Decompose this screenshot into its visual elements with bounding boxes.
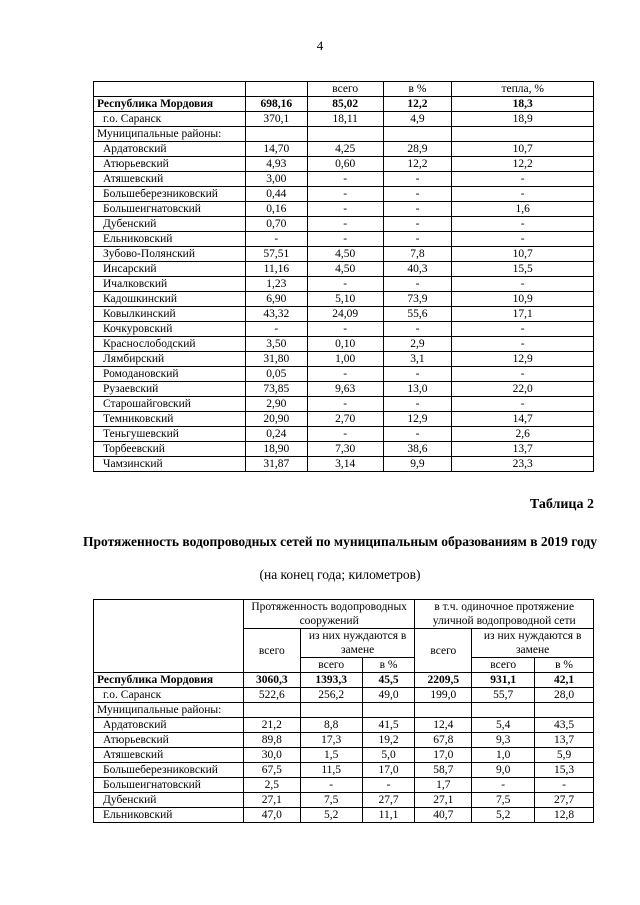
table-cell: 698,16 xyxy=(245,97,307,112)
table-cell: 0,24 xyxy=(245,427,307,442)
table-cell: 2,90 xyxy=(245,397,307,412)
table-row xyxy=(94,733,594,748)
row-label: г.о. Саранск xyxy=(94,112,246,127)
table-cell: 42,1 xyxy=(535,673,594,688)
row-label: Лямбирский xyxy=(94,352,246,367)
table-cell: 28,0 xyxy=(535,688,594,703)
table-cell: 17,3 xyxy=(300,733,362,748)
table-cell: 1,0 xyxy=(472,748,535,763)
table-row xyxy=(94,412,594,427)
table-cell: 30,0 xyxy=(243,748,300,763)
table-2-label: Таблица 2 xyxy=(529,497,594,512)
table-cell: - xyxy=(383,187,452,202)
table-cell: 7,5 xyxy=(472,793,535,808)
table-cell: 13,7 xyxy=(452,442,594,457)
row-label: Республика Мордовия xyxy=(94,673,244,688)
table-row xyxy=(94,718,594,733)
row-label: Ельниковский xyxy=(94,808,244,823)
table-cell xyxy=(535,703,594,718)
table-cell xyxy=(452,127,594,142)
row-label: Старошайговский xyxy=(94,397,246,412)
table-cell: - xyxy=(452,187,594,202)
table-cell: 20,90 xyxy=(245,412,307,427)
table-cell: 14,70 xyxy=(245,142,307,157)
table-row xyxy=(94,202,594,217)
table-cell: - xyxy=(307,277,383,292)
table-2-pct-header: в % xyxy=(535,658,594,673)
row-label: Атяшевский xyxy=(94,172,246,187)
table-2-corner-cell xyxy=(94,600,244,673)
table-cell: - xyxy=(300,778,362,793)
row-label: Большеигнатовский xyxy=(94,778,244,793)
row-label: Атюрьевский xyxy=(94,157,246,172)
table-cell: 27,7 xyxy=(362,793,415,808)
table-cell xyxy=(383,127,452,142)
table-cell: 40,7 xyxy=(415,808,472,823)
table-2-total-header: всего xyxy=(415,629,472,673)
table-cell: 6,90 xyxy=(245,292,307,307)
table-cell: 43,5 xyxy=(535,718,594,733)
table-cell: - xyxy=(307,397,383,412)
table-cell: - xyxy=(362,778,415,793)
row-label: Муниципальные районы: xyxy=(94,127,246,142)
row-label: Большеберезниковский xyxy=(94,763,244,778)
row-label: Ромодановский xyxy=(94,367,246,382)
table-cell: 22,0 xyxy=(452,382,594,397)
table-cell: 55,6 xyxy=(383,307,452,322)
table-cell: 11,16 xyxy=(245,262,307,277)
table-cell: 31,80 xyxy=(245,352,307,367)
table-cell: 199,0 xyxy=(415,688,472,703)
table-cell: 9,0 xyxy=(472,763,535,778)
table-cell: 9,9 xyxy=(383,457,452,472)
table-row xyxy=(94,262,594,277)
row-label: Дубенский xyxy=(94,793,244,808)
table-cell: 4,50 xyxy=(307,262,383,277)
table-cell xyxy=(362,703,415,718)
table-row xyxy=(94,763,594,778)
table-cell: 12,8 xyxy=(535,808,594,823)
table-cell: 13,7 xyxy=(535,733,594,748)
table-cell: 931,1 xyxy=(472,673,535,688)
table-1-body xyxy=(94,82,594,472)
table-cell: 89,8 xyxy=(243,733,300,748)
table-cell: 21,2 xyxy=(243,718,300,733)
table-row xyxy=(94,442,594,457)
table-row xyxy=(94,337,594,352)
table-cell: 45,5 xyxy=(362,673,415,688)
table-cell: 3060,3 xyxy=(243,673,300,688)
row-label: Инсарский xyxy=(94,262,246,277)
table-cell: 1,6 xyxy=(452,202,594,217)
row-label: Зубово-Полянский xyxy=(94,247,246,262)
table-cell: 15,3 xyxy=(535,763,594,778)
table-row xyxy=(94,127,594,142)
table-2-need-header: из них нуждаются в замене xyxy=(300,629,415,658)
table-cell: 11,5 xyxy=(300,763,362,778)
table-cell: 0,05 xyxy=(245,367,307,382)
table-cell: 12,2 xyxy=(383,157,452,172)
table-row xyxy=(94,322,594,337)
table-cell: 2,5 xyxy=(243,778,300,793)
table-cell: - xyxy=(245,322,307,337)
table-row xyxy=(94,427,594,442)
table-cell: 10,9 xyxy=(452,292,594,307)
table-cell: 12,2 xyxy=(452,157,594,172)
table-row xyxy=(94,673,594,688)
table-cell: 0,44 xyxy=(245,187,307,202)
table-cell: - xyxy=(535,778,594,793)
table-2-total-header: всего xyxy=(243,629,300,673)
table-cell: - xyxy=(307,187,383,202)
row-label: Кадошкинский xyxy=(94,292,246,307)
table-cell: 73,85 xyxy=(245,382,307,397)
table-cell: - xyxy=(452,367,594,382)
table-cell: 4,93 xyxy=(245,157,307,172)
table-cell: - xyxy=(383,202,452,217)
table-1-header-cell xyxy=(94,82,246,97)
table-row xyxy=(94,778,594,793)
table-cell: - xyxy=(452,397,594,412)
table-2-pct-header: в % xyxy=(362,658,415,673)
table-row xyxy=(94,367,594,382)
table-2-subtotal-header: всего xyxy=(300,658,362,673)
table-cell: 67,5 xyxy=(243,763,300,778)
table-row xyxy=(94,703,594,718)
table-cell: 18,90 xyxy=(245,442,307,457)
table-cell: 4,9 xyxy=(383,112,452,127)
table-cell: 11,1 xyxy=(362,808,415,823)
table-cell: - xyxy=(452,337,594,352)
table-cell: 3,00 xyxy=(245,172,307,187)
row-label: Ельниковский xyxy=(94,232,246,247)
row-label: Краснослободский xyxy=(94,337,246,352)
table-cell: 2,9 xyxy=(383,337,452,352)
table-cell: 1,7 xyxy=(415,778,472,793)
row-label: Ардатовский xyxy=(94,142,246,157)
table-cell: 7,5 xyxy=(300,793,362,808)
table-cell: 0,60 xyxy=(307,157,383,172)
row-label: Дубенский xyxy=(94,217,246,232)
table-2-group1-header: Протяженность водопроводных сооружений xyxy=(243,600,415,629)
table-cell: 23,3 xyxy=(452,457,594,472)
table-cell: - xyxy=(307,427,383,442)
table-cell: - xyxy=(452,232,594,247)
row-label: Чамзинский xyxy=(94,457,246,472)
row-label: Атяшевский xyxy=(94,748,244,763)
row-label: г.о. Саранск xyxy=(94,688,244,703)
row-label: Республика Мордовия xyxy=(94,97,246,112)
table-cell: 14,7 xyxy=(452,412,594,427)
row-label: Ковылкинский xyxy=(94,307,246,322)
table-cell: 5,0 xyxy=(362,748,415,763)
table-cell: 12,9 xyxy=(383,412,452,427)
table-row xyxy=(94,157,594,172)
table-cell: 57,51 xyxy=(245,247,307,262)
table-2 xyxy=(93,599,594,823)
row-label: Кочкуровский xyxy=(94,322,246,337)
table-cell: 7,8 xyxy=(383,247,452,262)
table-cell: 9,3 xyxy=(472,733,535,748)
table-cell: - xyxy=(383,367,452,382)
table-row xyxy=(94,292,594,307)
table-row xyxy=(94,457,594,472)
table-cell: 5,10 xyxy=(307,292,383,307)
table-cell: - xyxy=(383,277,452,292)
table-cell: 1,23 xyxy=(245,277,307,292)
table-cell: - xyxy=(383,217,452,232)
row-label: Атюрьевский xyxy=(94,733,244,748)
table-row xyxy=(94,382,594,397)
table-1-header-cell xyxy=(245,82,307,97)
table-row xyxy=(94,793,594,808)
table-2-header-row xyxy=(94,600,594,629)
table-cell: - xyxy=(307,367,383,382)
table-cell: 522,6 xyxy=(243,688,300,703)
table-cell: 18,9 xyxy=(452,112,594,127)
table-2-need-header: из них нуждаются в замене xyxy=(472,629,594,658)
table-1-header-cell: всего xyxy=(307,82,383,97)
table-1-header-cell: тепла, % xyxy=(452,82,594,97)
table-cell: 12,4 xyxy=(415,718,472,733)
row-label: Большеигнатовский xyxy=(94,202,246,217)
table-cell: 5,2 xyxy=(472,808,535,823)
table-cell: - xyxy=(383,427,452,442)
table-cell: 55,7 xyxy=(472,688,535,703)
table-cell: 13,0 xyxy=(383,382,452,397)
table-cell: - xyxy=(383,397,452,412)
table-cell: - xyxy=(307,172,383,187)
table-cell: 256,2 xyxy=(300,688,362,703)
table-1-header-row xyxy=(94,82,594,97)
table-cell: 28,9 xyxy=(383,142,452,157)
table-cell: 40,3 xyxy=(383,262,452,277)
table-cell: - xyxy=(472,778,535,793)
table-cell: 1,5 xyxy=(300,748,362,763)
row-label: Большеберезниковский xyxy=(94,187,246,202)
table-cell: 7,30 xyxy=(307,442,383,457)
table-cell: - xyxy=(452,217,594,232)
table-row xyxy=(94,307,594,322)
table-row xyxy=(94,112,594,127)
table-cell: 3,14 xyxy=(307,457,383,472)
row-label: Темниковский xyxy=(94,412,246,427)
table-cell: 5,4 xyxy=(472,718,535,733)
table-row xyxy=(94,97,594,112)
table-cell: 73,9 xyxy=(383,292,452,307)
table-cell: 12,2 xyxy=(383,97,452,112)
table-cell: - xyxy=(383,322,452,337)
table-cell: - xyxy=(245,232,307,247)
table-row xyxy=(94,142,594,157)
table-cell: 18,3 xyxy=(452,97,594,112)
table-cell: 3,1 xyxy=(383,352,452,367)
table-cell: 18,11 xyxy=(307,112,383,127)
table-2-subtotal-header: всего xyxy=(472,658,535,673)
table-cell: 2,70 xyxy=(307,412,383,427)
table-cell: 49,0 xyxy=(362,688,415,703)
table-cell: 19,2 xyxy=(362,733,415,748)
table-row xyxy=(94,232,594,247)
table-cell xyxy=(415,703,472,718)
table-cell: - xyxy=(307,322,383,337)
table-cell: 8,8 xyxy=(300,718,362,733)
table-cell: 0,10 xyxy=(307,337,383,352)
table-cell: - xyxy=(307,202,383,217)
table-cell: 67,8 xyxy=(415,733,472,748)
table-cell: 41,5 xyxy=(362,718,415,733)
row-label: Теньгушевский xyxy=(94,427,246,442)
table-cell xyxy=(243,703,300,718)
table-cell: 370,1 xyxy=(245,112,307,127)
table-cell xyxy=(300,703,362,718)
table-cell: 27,1 xyxy=(243,793,300,808)
table-cell: 58,7 xyxy=(415,763,472,778)
table-cell: - xyxy=(452,322,594,337)
table-row xyxy=(94,217,594,232)
table-row xyxy=(94,247,594,262)
table-cell xyxy=(472,703,535,718)
row-label: Муниципальные районы: xyxy=(94,703,244,718)
table-cell: 43,32 xyxy=(245,307,307,322)
row-label: Рузаевский xyxy=(94,382,246,397)
table-cell: 1,00 xyxy=(307,352,383,367)
table-cell: 10,7 xyxy=(452,142,594,157)
table-cell: - xyxy=(307,232,383,247)
table-cell: 47,0 xyxy=(243,808,300,823)
table-2-title: Протяженность водопроводных сетей по муниципальным образованиям в 2019 году xyxy=(83,534,597,549)
table-cell: - xyxy=(452,277,594,292)
table-row xyxy=(94,688,594,703)
table-cell: 5,9 xyxy=(535,748,594,763)
table-row xyxy=(94,748,594,763)
table-cell: - xyxy=(383,172,452,187)
table-cell: 1393,3 xyxy=(300,673,362,688)
table-row xyxy=(94,277,594,292)
table-cell: 38,6 xyxy=(383,442,452,457)
table-cell: - xyxy=(452,172,594,187)
table-row xyxy=(94,187,594,202)
table-cell: - xyxy=(307,217,383,232)
table-row xyxy=(94,352,594,367)
table-2-group2-header: в т.ч. одиночное протяжение уличной водопроводной сети xyxy=(415,600,594,629)
table-cell: 27,1 xyxy=(415,793,472,808)
row-label: Торбеевский xyxy=(94,442,246,457)
table-row xyxy=(94,172,594,187)
row-label: Ардатовский xyxy=(94,718,244,733)
table-2-body xyxy=(94,600,594,823)
table-cell: 2209,5 xyxy=(415,673,472,688)
table-cell: 27,7 xyxy=(535,793,594,808)
table-cell: 10,7 xyxy=(452,247,594,262)
table-cell: 4,50 xyxy=(307,247,383,262)
table-2-subtitle: (на конец года; километров) xyxy=(259,567,421,582)
table-cell: 24,09 xyxy=(307,307,383,322)
table-cell: 0,70 xyxy=(245,217,307,232)
table-cell: 4,25 xyxy=(307,142,383,157)
table-cell: 12,9 xyxy=(452,352,594,367)
table-cell: 17,1 xyxy=(452,307,594,322)
table-1 xyxy=(93,81,594,472)
table-cell: 0,16 xyxy=(245,202,307,217)
table-cell: 9,63 xyxy=(307,382,383,397)
table-cell: 85,02 xyxy=(307,97,383,112)
table-cell: 31,87 xyxy=(245,457,307,472)
table-cell: 5,2 xyxy=(300,808,362,823)
table-cell xyxy=(307,127,383,142)
table-cell: 3,50 xyxy=(245,337,307,352)
table-cell: 17,0 xyxy=(415,748,472,763)
table-cell xyxy=(245,127,307,142)
row-label: Ичалковский xyxy=(94,277,246,292)
table-cell: - xyxy=(383,232,452,247)
table-cell: 15,5 xyxy=(452,262,594,277)
table-row xyxy=(94,808,594,823)
table-1-header-cell: в % xyxy=(383,82,452,97)
table-cell: 2,6 xyxy=(452,427,594,442)
table-row xyxy=(94,397,594,412)
page-number: 4 xyxy=(316,38,324,53)
table-cell: 17,0 xyxy=(362,763,415,778)
